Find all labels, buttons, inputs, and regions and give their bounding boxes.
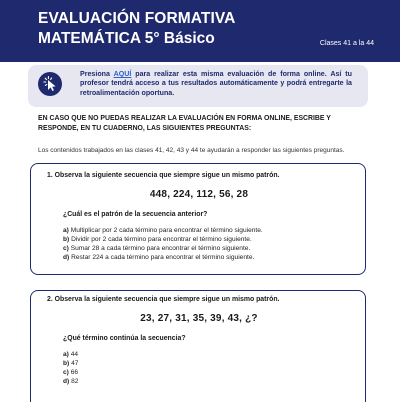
question-2-sequence: 23, 27, 31, 35, 39, 43, ¿? — [140, 313, 258, 324]
option-b: b) 47 — [63, 359, 79, 367]
question-1-sequence: 448, 224, 112, 56, 28 — [149, 189, 249, 200]
notice-post-link: para realizar esta misma evaluación de forma online. Así tu profesor tendrá acceso a tus resultados automáticamente y podrá entregarte la retroalimentación oportuna. — [80, 70, 352, 97]
question-card-1 — [30, 163, 366, 275]
question-2-prompt: ¿Qué término continúa la secuencia? — [63, 335, 186, 342]
option-c: c) 66 — [63, 368, 79, 376]
option-b: b) Dividir por 2 cada término para encontrar el término siguiente. — [63, 235, 252, 243]
option-c: c) Sumar 28 a cada término para encontrar el término siguiente. — [63, 244, 251, 252]
option-a: a) Multiplicar por 2 cada término para encontrar el término siguiente. — [63, 227, 263, 234]
question-card-2 — [30, 290, 366, 402]
question-1-options — [63, 227, 263, 263]
intro-text: Los contenidos trabajados en las clases 41, 42, 43 y 44 te ayudarán a responder las siguientes preguntas. — [38, 147, 345, 154]
notice-link-aqui[interactable]: AQUÍ — [113, 70, 132, 78]
notice-pre-link: Presiona — [80, 70, 114, 78]
notice-text — [80, 70, 352, 98]
header-classes: Clases 41 a la 44 — [319, 40, 374, 47]
question-2-options — [63, 351, 78, 387]
option-a: a) 44 — [63, 351, 79, 358]
instructions: EN CASO QUE NO PUEDAS REALIZAR LA EVALUACIÓN EN FORMA ONLINE, ESCRIBE Y RESPONDE, EN TU CUADERNO, LAS SIGUIENTES PREGUNTAS: — [38, 115, 331, 132]
header-title-line1: EVALUACIÓN FORMATIVA — [38, 10, 236, 27]
option-d: d) Restar 224 a cada término para encontrar el término siguiente. — [63, 253, 255, 261]
cursor-click-icon — [38, 72, 62, 96]
question-1-prompt: ¿Cuál es el patrón de la secuencia anterior? — [63, 211, 208, 218]
question-1-heading: 1. Observa la siguiente secuencia que siempre sigue un mismo patrón. — [47, 172, 280, 179]
option-d: d) 82 — [63, 377, 79, 385]
question-2-heading: 2. Observa la siguiente secuencia que siempre sigue un mismo patrón. — [47, 296, 280, 303]
header-banner — [0, 0, 400, 62]
header-title-line2: MATEMÁTICA 5° Básico — [38, 30, 215, 47]
